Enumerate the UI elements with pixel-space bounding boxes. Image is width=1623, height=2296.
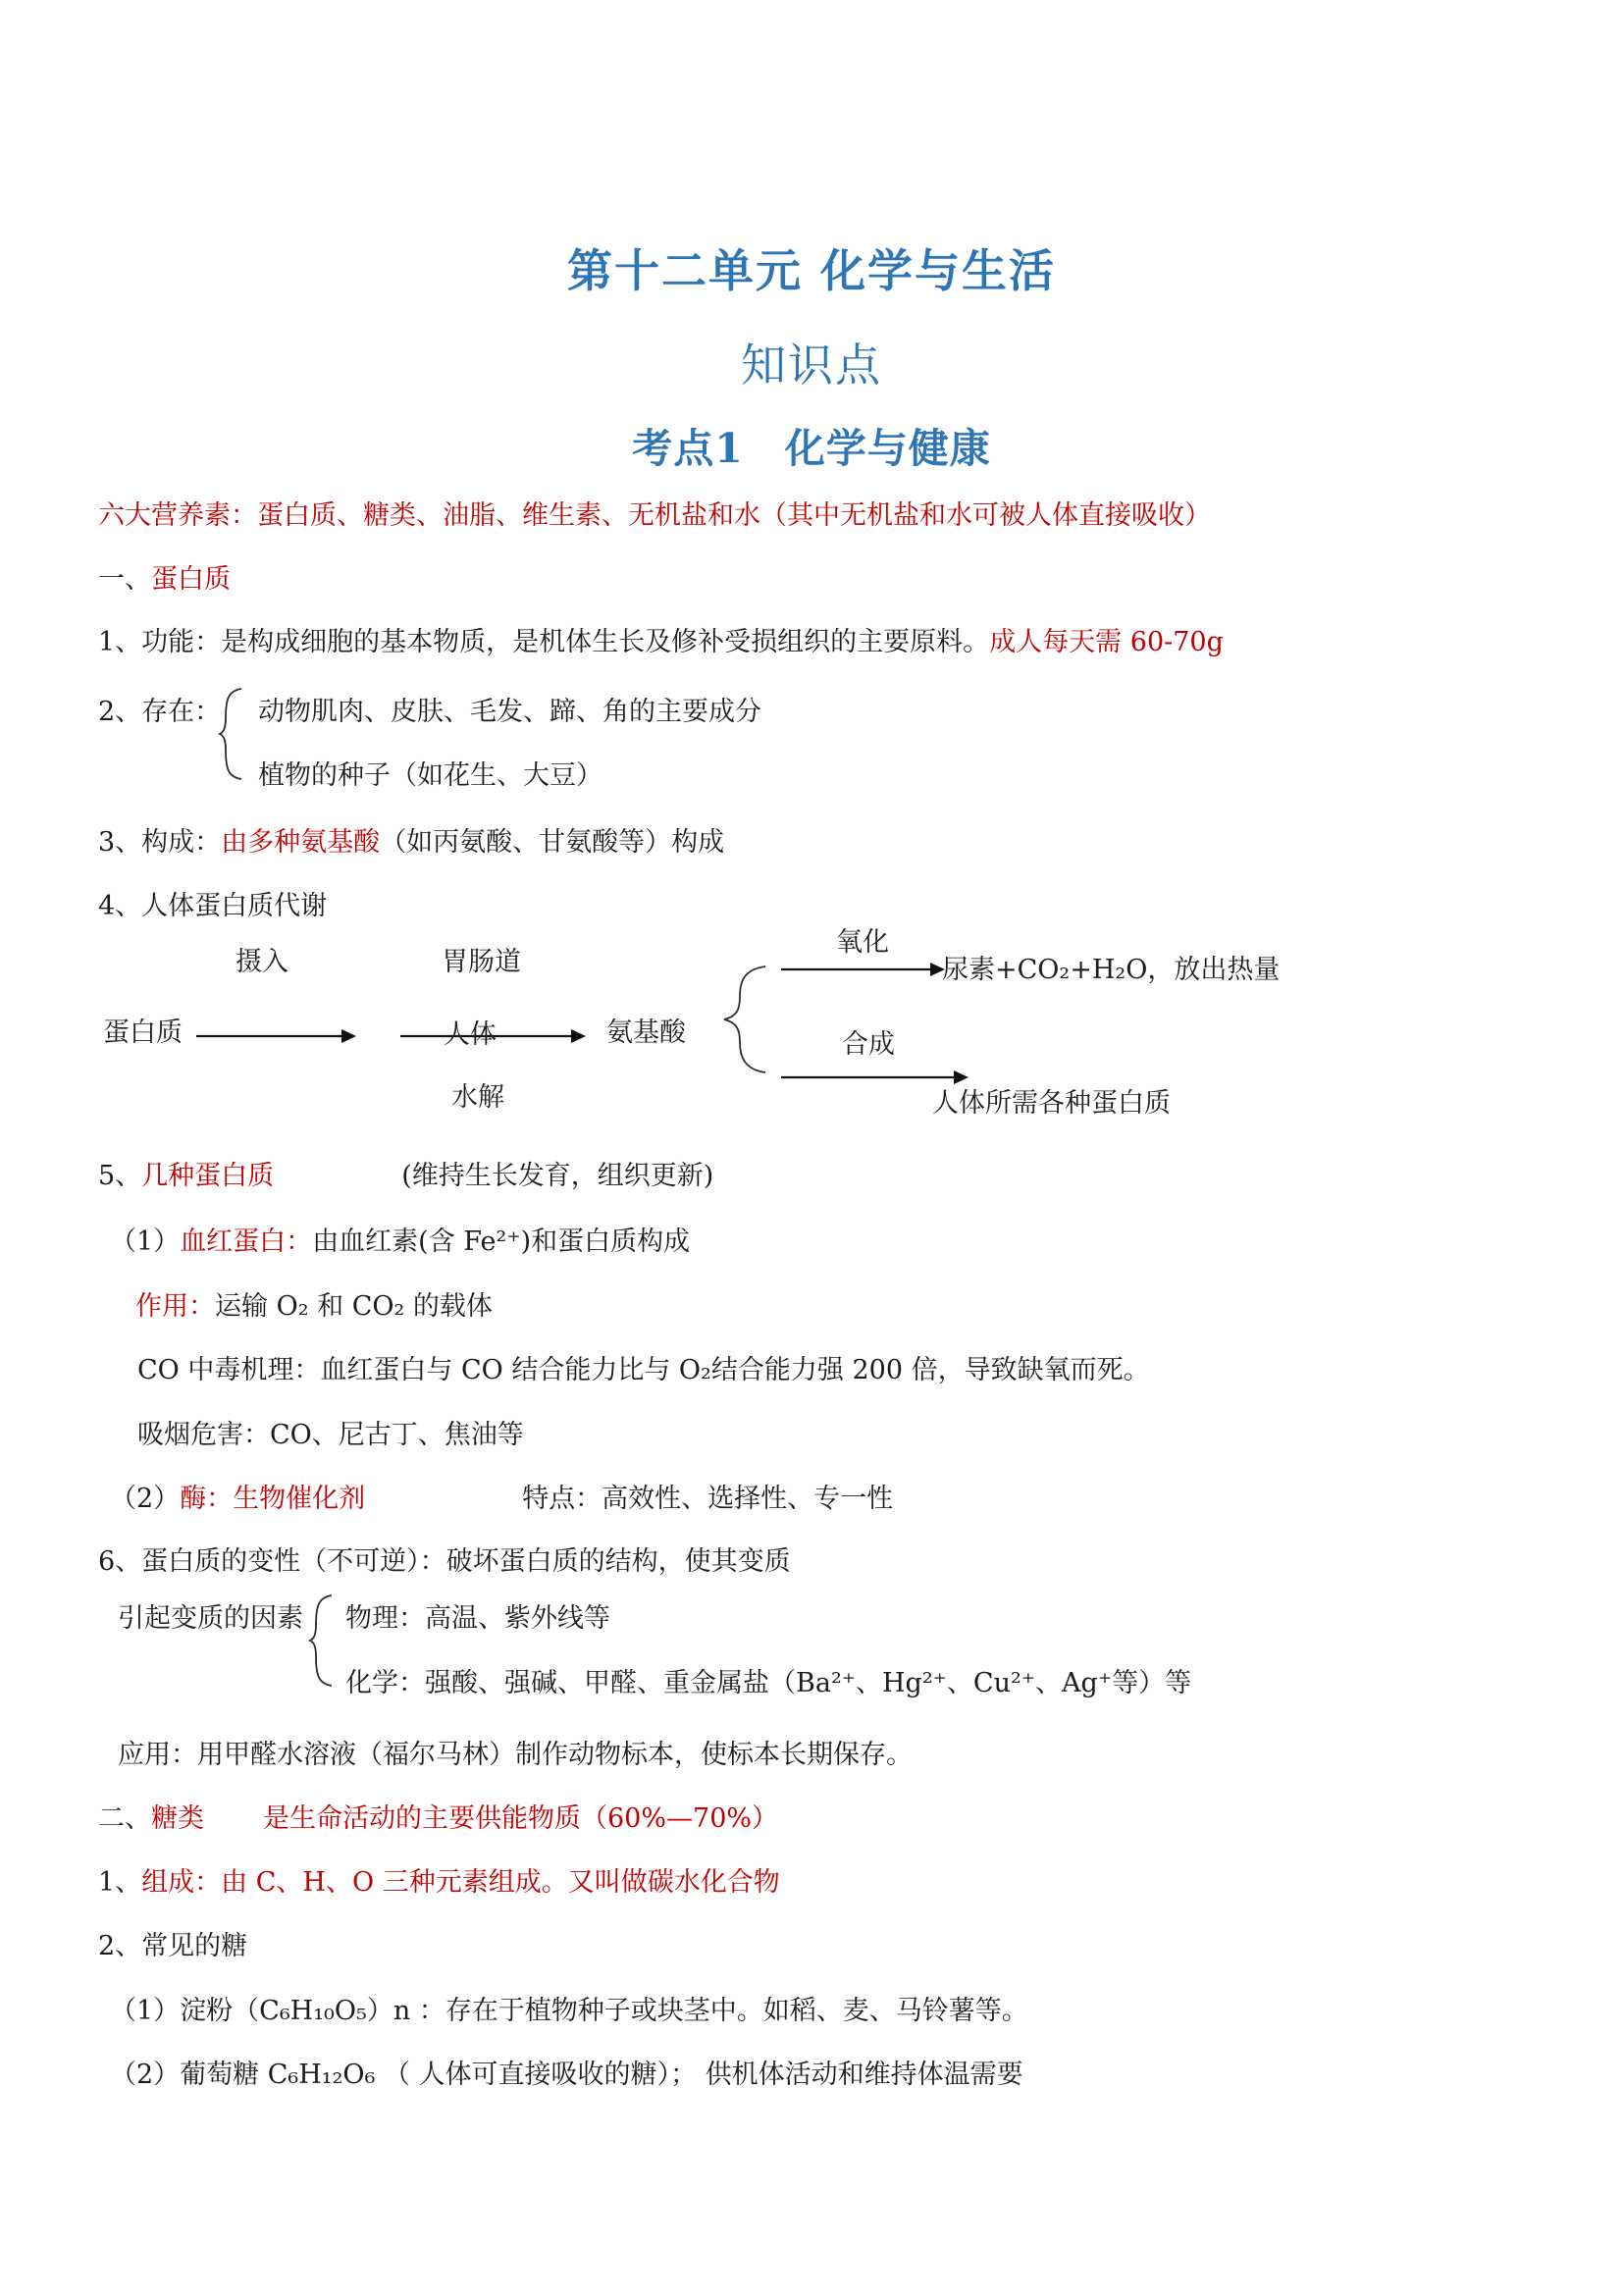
factors-brace bbox=[306, 1590, 345, 1696]
hydrolysis-label: 水解 bbox=[451, 1082, 504, 1113]
factor-physical bbox=[345, 1601, 610, 1637]
protein-composition-line bbox=[98, 825, 724, 861]
protein-metabolism-heading bbox=[98, 889, 327, 924]
hemoglobin-role-line bbox=[135, 1289, 493, 1325]
text-segment: 5、 bbox=[98, 1161, 142, 1191]
text-segment: 蛋白质 bbox=[151, 564, 231, 595]
text-segment: （1） bbox=[110, 1226, 181, 1257]
digestion-arrowhead bbox=[571, 1029, 586, 1043]
text-segment: 糖类 bbox=[151, 1803, 204, 1834]
denaturation-factors-label bbox=[118, 1601, 303, 1637]
protein-function-line bbox=[98, 625, 1224, 660]
denaturation-line bbox=[98, 1544, 791, 1580]
carbohydrate-section-line bbox=[98, 1801, 778, 1837]
common-sugars-heading bbox=[98, 1929, 247, 1964]
existence-item-plant bbox=[258, 758, 602, 794]
text-segment: 化学：强酸、强碱、甲醛、重金属盐（Ba²⁺、Hg²⁺、Cu²⁺、Ag⁺等）等 bbox=[345, 1668, 1192, 1698]
text-segment: 应用：用甲醛水溶液（福尔马林）制作动物标本，使标本长期保存。 bbox=[118, 1740, 913, 1770]
text-segment: 作用： bbox=[135, 1291, 215, 1322]
node-human-body: 人体 bbox=[444, 1019, 497, 1050]
text-segment: 一、 bbox=[98, 564, 151, 595]
node-protein: 蛋白质 bbox=[103, 1018, 183, 1048]
text-segment: 是生命活动的主要供能物质（60%—70%） bbox=[263, 1803, 779, 1834]
text-segment: 4、人体蛋白质代谢 bbox=[98, 891, 328, 921]
co-poisoning-line bbox=[137, 1353, 1150, 1388]
text-segment: 引起变质的因素 bbox=[118, 1603, 303, 1634]
text-segment: 2、存在： bbox=[98, 697, 222, 727]
text-segment: 6、蛋白质的变性（不可逆）：破坏蛋白质的结构，使其变质 bbox=[98, 1546, 791, 1577]
branch-brace bbox=[724, 966, 765, 1072]
curly-brace bbox=[310, 1595, 332, 1686]
text-segment: 1、功能：是构成细胞的基本物质，是机体生长及修补受损组织的主要原料。 bbox=[98, 627, 990, 657]
oxidation-label: 氧化 bbox=[836, 927, 889, 958]
text-segment: 血红蛋白： bbox=[180, 1226, 313, 1257]
curly-brace bbox=[220, 689, 241, 779]
ingest-arrowhead bbox=[341, 1029, 356, 1043]
text-segment: 特点：高效性、选择性、专一性 bbox=[522, 1484, 894, 1514]
knowledge-points-heading: 知识点 bbox=[741, 339, 882, 391]
text-segment: 成人每天需 60-70g bbox=[989, 627, 1224, 657]
text-segment: 六大营养素：蛋白质、糖类、油脂、维生素、无机盐和水（其中无机盐和水可被人体直接吸收） bbox=[98, 500, 1211, 531]
text-segment: 组成：由 C、H、O 三种元素组成。又叫做碳水化合物 bbox=[141, 1867, 780, 1898]
protein-kinds-line bbox=[98, 1159, 713, 1194]
text-segment: 动物肌肉、皮肤、毛发、蹄、角的主要成分 bbox=[258, 697, 761, 727]
node-amino-acid: 氨基酸 bbox=[606, 1018, 686, 1048]
text-segment: 由血红素(含 Fe²⁺)和蛋白质构成 bbox=[312, 1226, 691, 1257]
synthesis-label: 合成 bbox=[842, 1029, 895, 1060]
text-segment: CO 中毒机理：血红蛋白与 CO 结合能力比与 O₂结合能力强 200 倍，导致缺氧而死。 bbox=[137, 1355, 1150, 1385]
factor-chemical bbox=[345, 1666, 1191, 1701]
text-segment: （1）淀粉（C₆H₁₀O₅）n ：存在于植物种子或块茎中。如稻、麦、马铃薯等。 bbox=[110, 1996, 1028, 2026]
enzyme-line bbox=[110, 1482, 893, 1517]
text-segment: 1、 bbox=[98, 1867, 142, 1898]
text-segment: 几种蛋白质 bbox=[141, 1161, 275, 1191]
ingest-label: 摄入 bbox=[236, 947, 288, 977]
synthesis-arrowhead bbox=[954, 1070, 969, 1084]
text-segment: 物理：高温、紫外线等 bbox=[345, 1603, 610, 1634]
nutrients-line bbox=[98, 498, 1211, 534]
text-segment: （如丙氨酸、甘氨酸等）构成 bbox=[380, 827, 725, 858]
text-segment: （2） bbox=[110, 1484, 181, 1514]
existence-brace bbox=[216, 683, 255, 789]
starch-line bbox=[110, 1994, 1028, 2029]
unit-title: 第十二单元 化学与生活 bbox=[566, 244, 1056, 297]
protein-existence-label bbox=[98, 695, 221, 730]
hemoglobin-line bbox=[110, 1225, 690, 1260]
carbohydrate-composition-line bbox=[98, 1865, 780, 1901]
text-segment: （2）葡萄糖 C₆H₁₂O₆ （ 人体可直接吸收的糖）； 供机体活动和维持体温需要 bbox=[110, 2060, 1023, 2090]
existence-item-animal bbox=[258, 695, 761, 730]
application-line bbox=[118, 1738, 913, 1773]
text-segment: 吸烟危害：CO、尼古丁、焦油等 bbox=[137, 1420, 524, 1450]
text-segment: 3、构成： bbox=[98, 827, 222, 858]
oxidation-result: 尿素+CO₂+H₂O，放出热量 bbox=[942, 955, 1281, 985]
text-segment: (维持生长发育，组织更新) bbox=[401, 1161, 714, 1191]
text-segment: 2、常见的糖 bbox=[98, 1931, 248, 1961]
text-segment: 酶：生物催化剂 bbox=[180, 1484, 366, 1514]
text-segment: 二、 bbox=[98, 1803, 151, 1834]
protein-section-heading bbox=[98, 562, 231, 598]
glucose-line bbox=[110, 2058, 1023, 2093]
synthesis-result: 人体所需各种蛋白质 bbox=[932, 1088, 1171, 1119]
gi-tract-label: 胃肠道 bbox=[442, 947, 521, 977]
text-segment: 植物的种子（如花生、大豆） bbox=[258, 760, 602, 791]
text-segment: 由多种氨基酸 bbox=[221, 827, 381, 858]
smoking-harm-line bbox=[137, 1418, 524, 1453]
exam-point-heading: 考点1 化学与健康 bbox=[632, 425, 991, 472]
text-segment: 运输 O₂ 和 CO₂ 的载体 bbox=[215, 1291, 493, 1322]
